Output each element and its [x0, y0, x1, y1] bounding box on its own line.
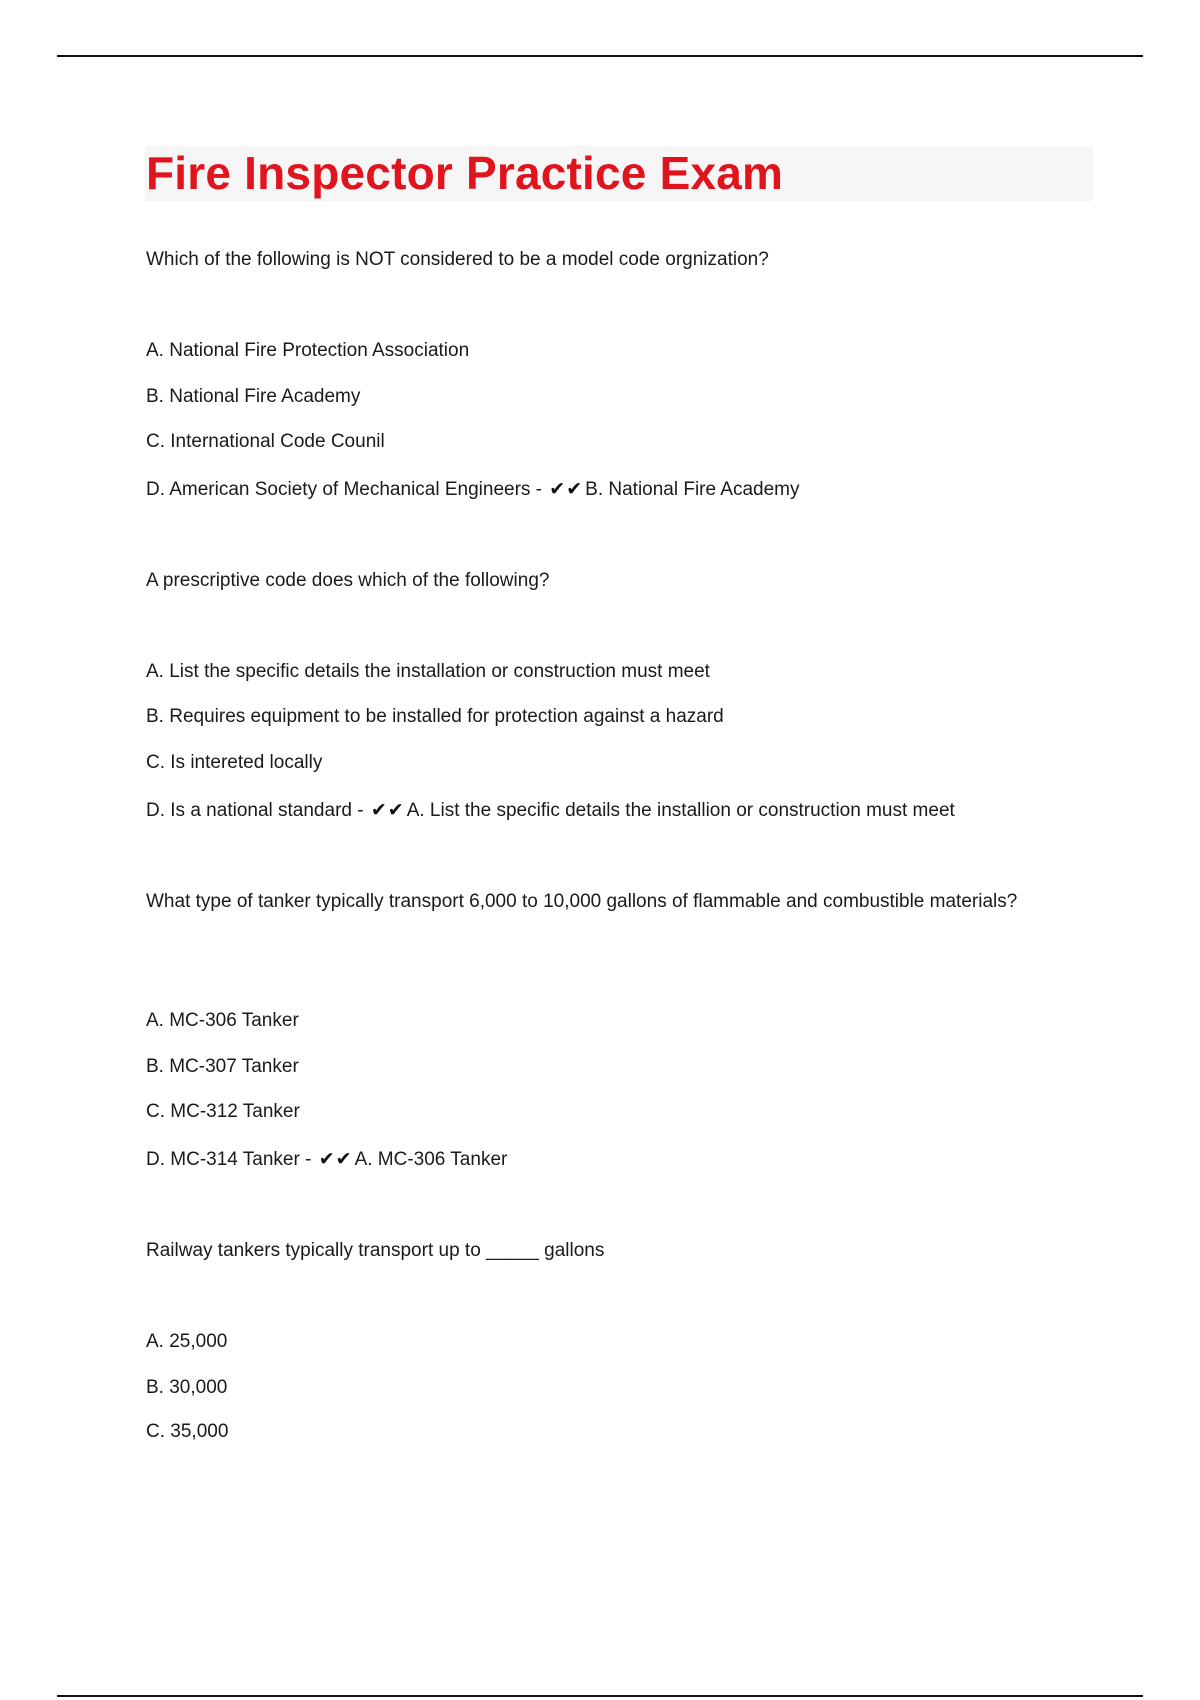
question-2-answer: A. List the specific details the installion or construction must meet: [406, 800, 955, 821]
question-3-option-c: C. MC-312 Tanker: [146, 1101, 300, 1122]
question-4-prompt: Railway tankers typically transport up to _____ gallons: [146, 1240, 605, 1261]
question-1-option-d-text: D. American Society of Mechanical Engineers -: [146, 479, 543, 500]
question-1-option-c: C. International Code Counil: [146, 431, 385, 452]
top-divider: [57, 55, 1143, 57]
check-marks-icon: ✔✔: [549, 479, 584, 500]
page-title: Fire Inspector Practice Exam: [146, 147, 784, 199]
question-2-option-c: C. Is intereted locally: [146, 752, 323, 773]
question-3-option-d-text: D. MC-314 Tanker -: [146, 1149, 312, 1170]
question-3-prompt: What type of tanker typically transport 6,000 to 10,000 gallons of flammable and combustible materials?: [146, 891, 1018, 912]
question-1-answer: B. National Fire Academy: [585, 479, 800, 500]
question-2-option-d-text: D. Is a national standard -: [146, 800, 364, 821]
question-3-answer: A. MC-306 Tanker: [354, 1149, 508, 1170]
question-3-option-d: [146, 1146, 507, 1174]
question-3-option-a: A. MC-306 Tanker: [146, 1010, 299, 1031]
question-1-option-d: [146, 476, 800, 504]
question-4-option-b: B. 30,000: [146, 1377, 228, 1398]
bottom-divider: [57, 1695, 1143, 1697]
question-2-option-a: A. List the specific details the installation or construction must meet: [146, 661, 710, 682]
question-2-option-d: [146, 797, 955, 825]
question-4-option-a: A. 25,000: [146, 1331, 228, 1352]
question-3-option-b: B. MC-307 Tanker: [146, 1056, 299, 1077]
question-1-option-a: A. National Fire Protection Association: [146, 340, 470, 361]
question-1-option-b: B. National Fire Academy: [146, 386, 361, 407]
question-2-prompt: A prescriptive code does which of the following?: [146, 570, 550, 591]
check-marks-icon: ✔✔: [318, 1149, 353, 1170]
check-marks-icon: ✔✔: [370, 800, 405, 821]
question-4-option-c: C. 35,000: [146, 1421, 229, 1442]
question-1-prompt: Which of the following is NOT considered to be a model code orgnization?: [146, 249, 769, 270]
question-2-option-b: B. Requires equipment to be installed for protection against a hazard: [146, 706, 724, 727]
